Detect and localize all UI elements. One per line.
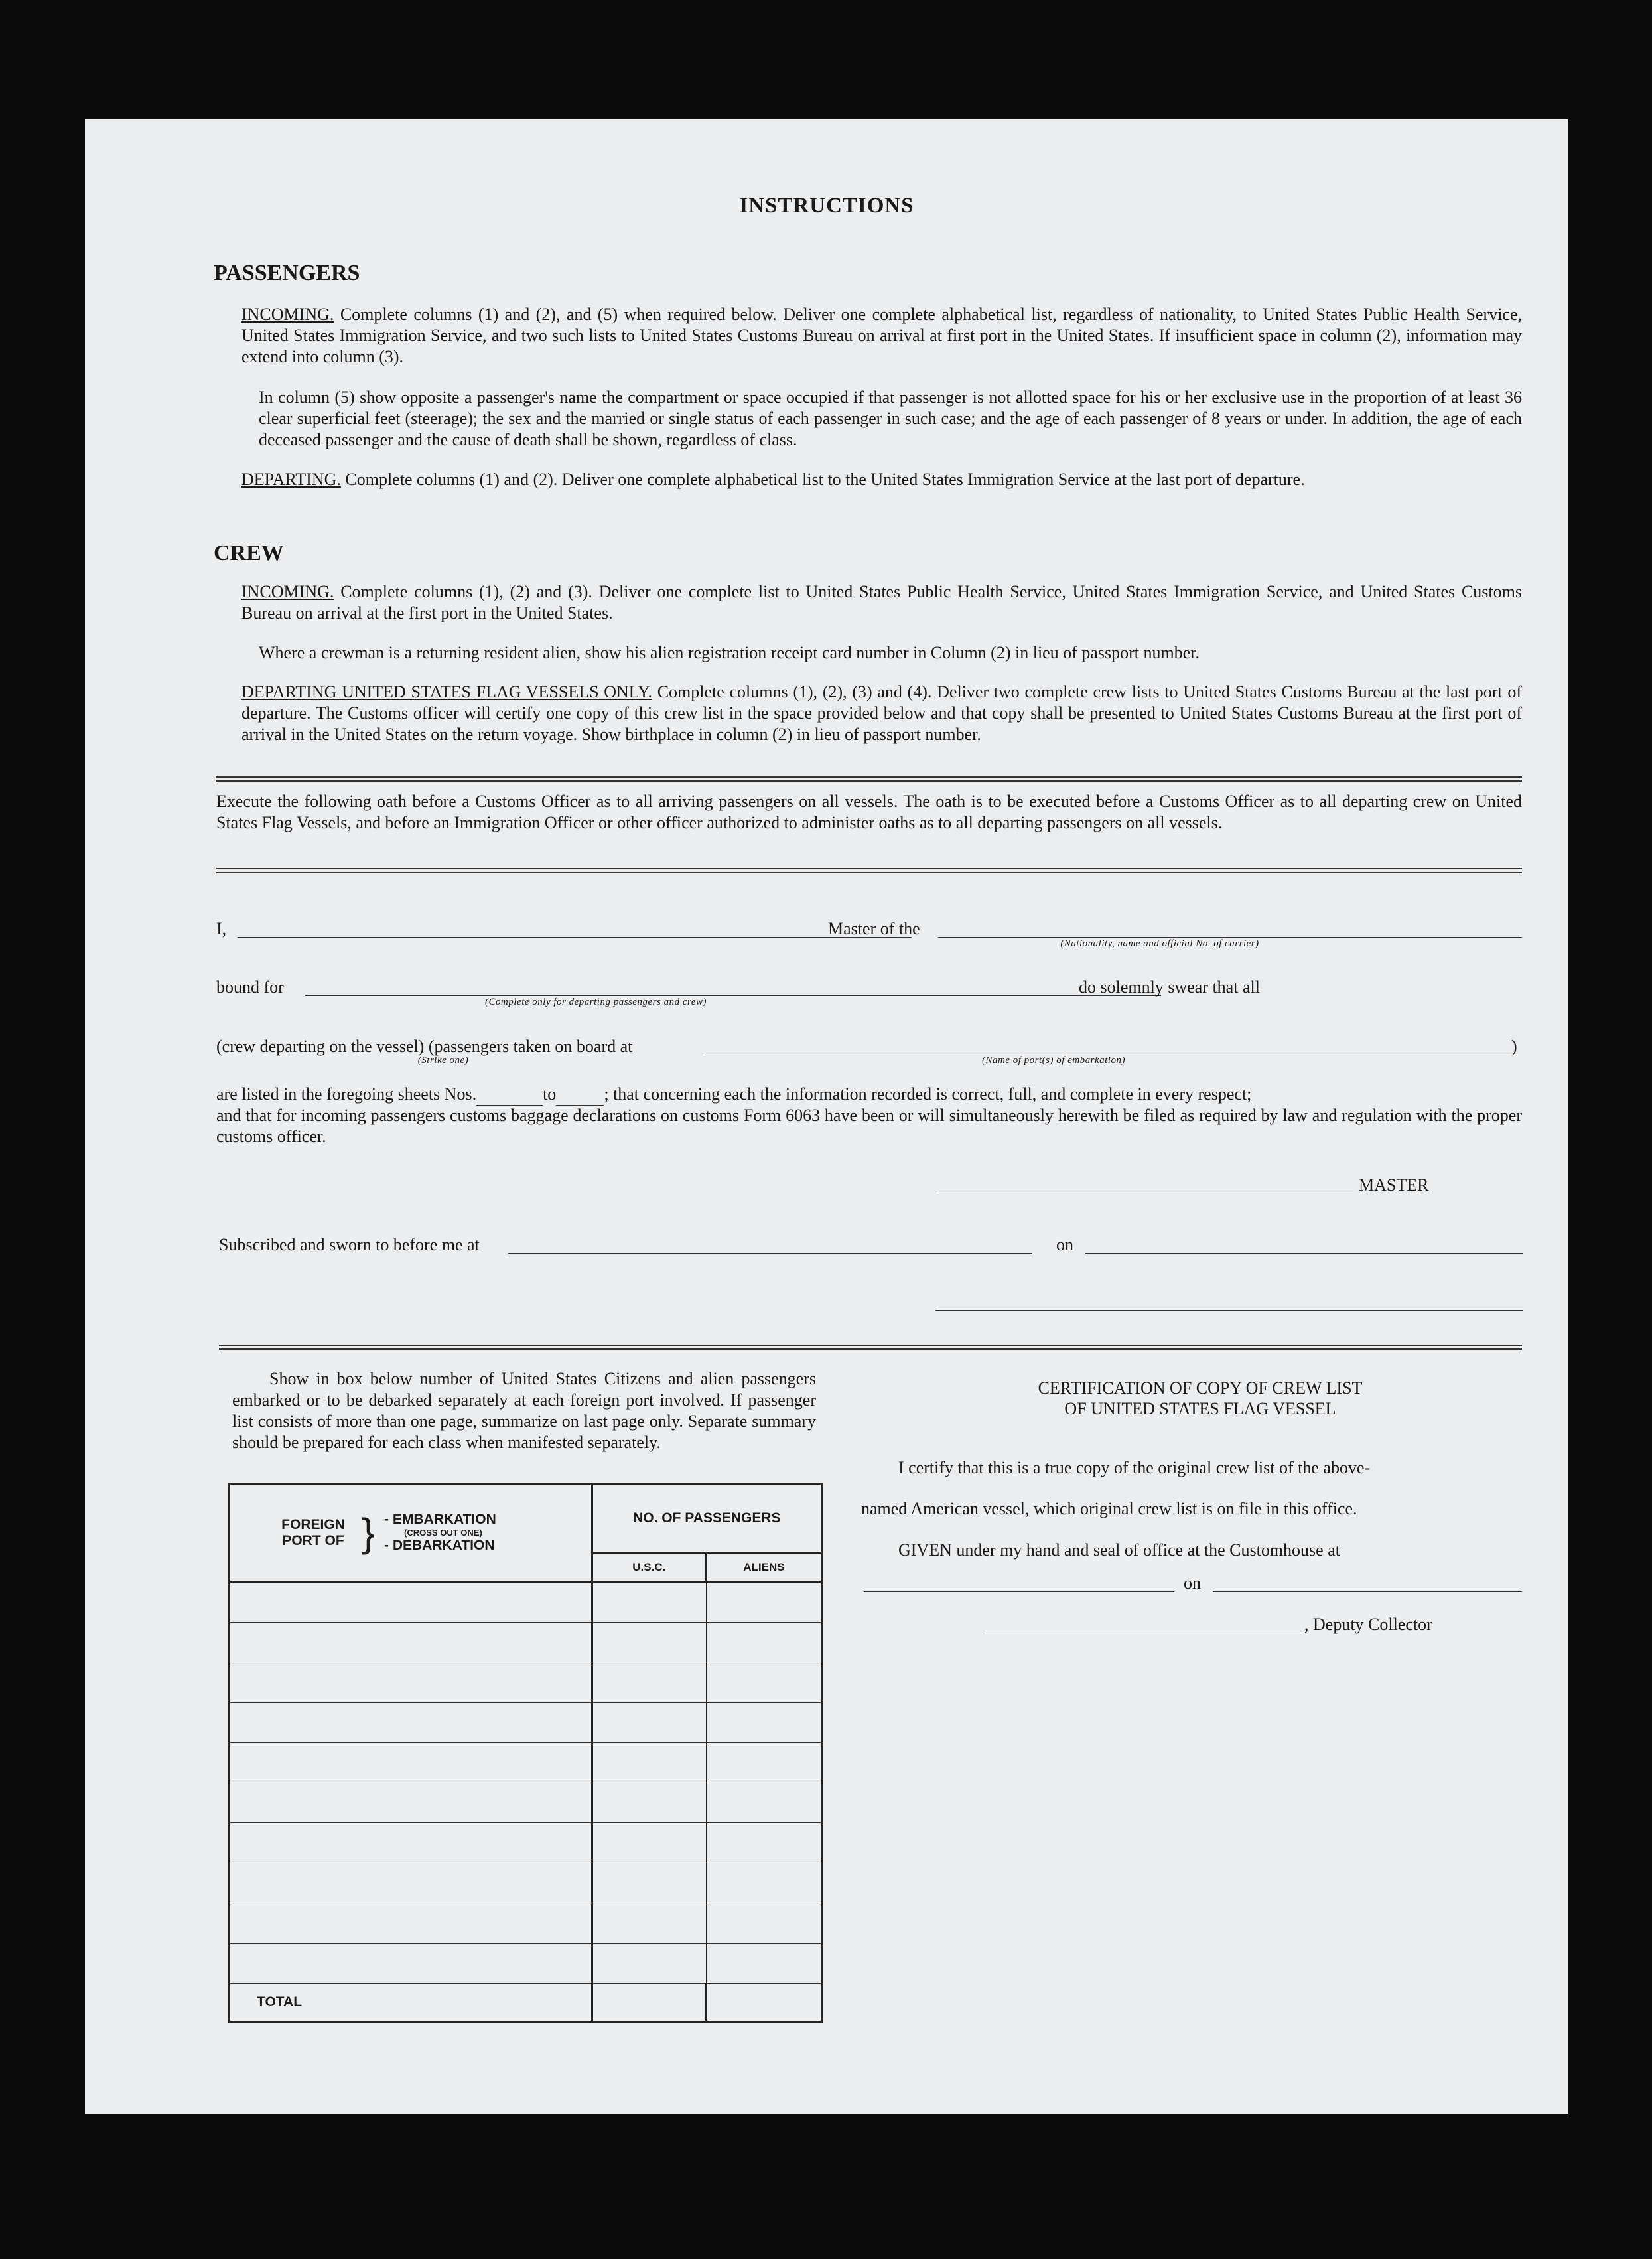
port-cell[interactable] bbox=[230, 1783, 592, 1823]
table-row bbox=[230, 1863, 822, 1903]
passengers-incoming bbox=[241, 304, 1522, 368]
oath-intro: Execute the following oath before a Customs Officer as to all arriving passengers on all vessels. The oath is to be executed before a Customs Officer as to all departing crew on United States Flag Vessels, and before an Immigration Officer or other officer authorized to administer oaths as to all departing passengers on all vessels. bbox=[216, 792, 1522, 832]
no-passengers-header: NO. OF PASSENGERS bbox=[592, 1484, 821, 1553]
port-cell[interactable] bbox=[230, 1903, 592, 1944]
usc-cell[interactable] bbox=[592, 1743, 706, 1783]
table-row bbox=[230, 1903, 822, 1944]
oath-i-label: I, bbox=[216, 919, 227, 938]
usc-header: U.S.C. bbox=[592, 1553, 706, 1582]
summary-intro: Show in box below number of United States Citizens and alien passengers embarked or to be debarked separately at each foreign port involved. If passenger list consists of more than one page, summarize on last page only. Separate summary should be prepared for each class when manifested separately. bbox=[232, 1369, 816, 1452]
aliens-cell[interactable] bbox=[706, 1903, 821, 1944]
total-label: TOTAL bbox=[230, 1984, 592, 2022]
aliens-cell[interactable] bbox=[706, 1743, 821, 1783]
passenger-summary-table bbox=[228, 1483, 823, 2023]
port-cell[interactable] bbox=[230, 1863, 592, 1903]
usc-cell[interactable] bbox=[592, 1582, 706, 1623]
crew-incoming-label: INCOMING. bbox=[241, 582, 334, 601]
aliens-header: ALIENS bbox=[706, 1553, 821, 1582]
brace-icon: } bbox=[362, 1510, 376, 1555]
oath-bound-for: bound for bbox=[216, 978, 284, 997]
sworn-place-field[interactable] bbox=[508, 1253, 1032, 1254]
deputy-collector-label: , Deputy Collector bbox=[1304, 1615, 1432, 1634]
usc-cell[interactable] bbox=[592, 1662, 706, 1703]
foreign-port-label: FOREIGN PORT OF bbox=[281, 1516, 345, 1548]
passengers-heading: PASSENGERS bbox=[214, 261, 360, 285]
table-row bbox=[230, 1662, 822, 1703]
table-row bbox=[230, 1823, 822, 1863]
strike-one-note: (Strike one) bbox=[417, 1055, 469, 1066]
cert-on-label: on bbox=[1184, 1573, 1201, 1593]
passengers-column5: In column (5) show opposite a passenger's name the compartment or space occupied if that passenger is not allotted space for his or her exclusive use in the proportion of at least 36 clear superficial feet (steerage); the sex and the married or single status of each passenger in such case; and the age of each passenger of 8 years or under. In addition, the age of each deceased passenger and the cause of death shall be shown, regardless of class. bbox=[259, 388, 1522, 449]
certify-line-1: I certify that this is a true copy of the original crew list of the above- bbox=[898, 1458, 1371, 1477]
aliens-cell[interactable] bbox=[706, 1943, 821, 1984]
listed-a: are listed in the foregoing sheets Nos. bbox=[216, 1084, 477, 1104]
port-cell[interactable] bbox=[230, 1622, 592, 1662]
form-page bbox=[85, 119, 1568, 2114]
cross-out-label: (CROSS OUT ONE) bbox=[404, 1528, 482, 1538]
certify-line-3: GIVEN under my hand and seal of office at the Customhouse at bbox=[898, 1540, 1340, 1560]
total-usc-cell[interactable] bbox=[592, 1984, 706, 2022]
oath-listed bbox=[216, 1084, 1522, 1106]
embarkation-label: - EMBARKATION bbox=[384, 1512, 496, 1527]
table-row bbox=[230, 1622, 822, 1662]
sheet-from-field[interactable] bbox=[476, 1084, 543, 1106]
passengers-incoming-text: Complete columns (1) and (2), and (5) when required below. Deliver one complete alphabetical list, regardless of nationality, to United States Public Health Service, United States Immigration Service, and two such lists to United States Customs Bureau on arrival at first port in the United States. If insufficient space in column (2), information may extend into column (3). bbox=[241, 305, 1522, 366]
crew-departing-text: Complete columns (1), (2), (3) and (4). Deliver two complete crew lists to United States Customs Bureau at the last port of departure. The Customs officer will certify one copy of this crew list in the space provided below and that copy shall be presented to United States Customs Bureau at the first port of arrival in the United States on the return voyage. Show birthplace in column (2) in lieu of passport number. bbox=[241, 682, 1522, 744]
oath-master-of: Master of the bbox=[828, 919, 920, 938]
subscribed-label: Subscribed and sworn to before me at bbox=[219, 1235, 480, 1254]
master-name-field[interactable] bbox=[238, 937, 912, 938]
table-row bbox=[230, 1783, 822, 1823]
listed-b: ; that concerning each the information recorded is correct, full, and complete in every respect; bbox=[604, 1084, 1252, 1104]
aliens-cell[interactable] bbox=[706, 1702, 821, 1743]
sworn-date-field[interactable] bbox=[1085, 1253, 1523, 1254]
usc-cell[interactable] bbox=[592, 1783, 706, 1823]
nationality-note: (Nationality, name and official No. of carrier) bbox=[1060, 938, 1259, 949]
passengers-departing bbox=[241, 469, 1522, 490]
crew-departing-label: DEPARTING UNITED STATES FLAG VESSELS ONLY. bbox=[241, 682, 653, 701]
aliens-cell[interactable] bbox=[706, 1783, 821, 1823]
crew-heading: CREW bbox=[214, 541, 284, 565]
port-note: (Name of port(s) of embarkation) bbox=[982, 1055, 1125, 1066]
usc-cell[interactable] bbox=[592, 1943, 706, 1984]
certification-heading-1: CERTIFICATION OF COPY OF CREW LIST bbox=[1038, 1378, 1363, 1398]
aliens-cell[interactable] bbox=[706, 1662, 821, 1703]
crew-incoming-text: Complete columns (1), (2) and (3). Deliver one complete list to United States Public Health Service, United States Immigration Service, and United States Customs Bureau on arrival at the first port in the United States. bbox=[241, 582, 1522, 622]
officer-signature-field[interactable] bbox=[935, 1310, 1523, 1311]
destination-field[interactable] bbox=[305, 995, 1161, 996]
oath-crew-departing: (crew departing on the vessel) (passengers taken on board at bbox=[216, 1037, 633, 1056]
certification-heading bbox=[878, 1378, 1522, 1419]
cert-date-field[interactable] bbox=[1213, 1591, 1522, 1592]
table-row bbox=[230, 1743, 822, 1783]
usc-cell[interactable] bbox=[592, 1702, 706, 1743]
sheet-to-field[interactable] bbox=[556, 1084, 604, 1106]
port-cell[interactable] bbox=[230, 1943, 592, 1984]
port-cell[interactable] bbox=[230, 1702, 592, 1743]
crew-incoming bbox=[241, 581, 1522, 624]
listed-to: to bbox=[543, 1084, 557, 1104]
passengers-incoming-label: INCOMING. bbox=[241, 305, 334, 324]
certification-heading-2: OF UNITED STATES FLAG VESSEL bbox=[1064, 1399, 1336, 1418]
crew-departing bbox=[241, 682, 1522, 745]
total-aliens-cell[interactable] bbox=[706, 1984, 821, 2022]
port-cell[interactable] bbox=[230, 1823, 592, 1863]
port-cell[interactable] bbox=[230, 1662, 592, 1703]
aliens-cell[interactable] bbox=[706, 1823, 821, 1863]
port-header-cell bbox=[230, 1484, 592, 1582]
usc-cell[interactable] bbox=[592, 1823, 706, 1863]
divider bbox=[216, 776, 1522, 782]
aliens-cell[interactable] bbox=[706, 1622, 821, 1662]
sworn-on-label: on bbox=[1056, 1235, 1073, 1254]
table-row bbox=[230, 1702, 822, 1743]
oath-do-swear: do solemnly swear that all bbox=[1079, 978, 1260, 997]
close-paren: ) bbox=[1511, 1037, 1517, 1056]
master-label: MASTER bbox=[1359, 1175, 1429, 1195]
carrier-field[interactable] bbox=[938, 937, 1522, 938]
passengers-departing-text: Complete columns (1) and (2). Deliver one complete alphabetical list to the United States Immigration Service at the last port of departure. bbox=[340, 470, 1305, 489]
customhouse-field[interactable] bbox=[864, 1591, 1174, 1592]
aliens-cell[interactable] bbox=[706, 1863, 821, 1903]
debarkation-label: - DEBARKATION bbox=[384, 1538, 495, 1553]
oath-listed-c: and that for incoming passengers customs baggage declarations on customs Form 6063 have been or will simultaneously herewith be filed as required by law and regulation with the proper customs officer. bbox=[216, 1106, 1522, 1146]
table-row bbox=[230, 1582, 822, 1623]
complete-note: (Complete only for departing passengers and crew) bbox=[485, 997, 707, 1007]
divider bbox=[216, 868, 1522, 873]
usc-cell[interactable] bbox=[592, 1863, 706, 1903]
port-cell[interactable] bbox=[230, 1743, 592, 1783]
port-cell[interactable] bbox=[230, 1582, 592, 1623]
certify-line-2: named American vessel, which original crew list is on file in this office. bbox=[861, 1499, 1357, 1518]
usc-cell[interactable] bbox=[592, 1903, 706, 1944]
page-title: INSTRUCTIONS bbox=[739, 194, 914, 218]
table-row bbox=[230, 1943, 822, 1984]
usc-cell[interactable] bbox=[592, 1622, 706, 1662]
aliens-cell[interactable] bbox=[706, 1582, 821, 1623]
divider bbox=[219, 1345, 1522, 1350]
crew-resident: Where a crewman is a returning resident alien, show his alien registration receipt card number in Column (2) in lieu of passport number. bbox=[259, 643, 1200, 662]
passengers-departing-label: DEPARTING. bbox=[241, 470, 341, 489]
